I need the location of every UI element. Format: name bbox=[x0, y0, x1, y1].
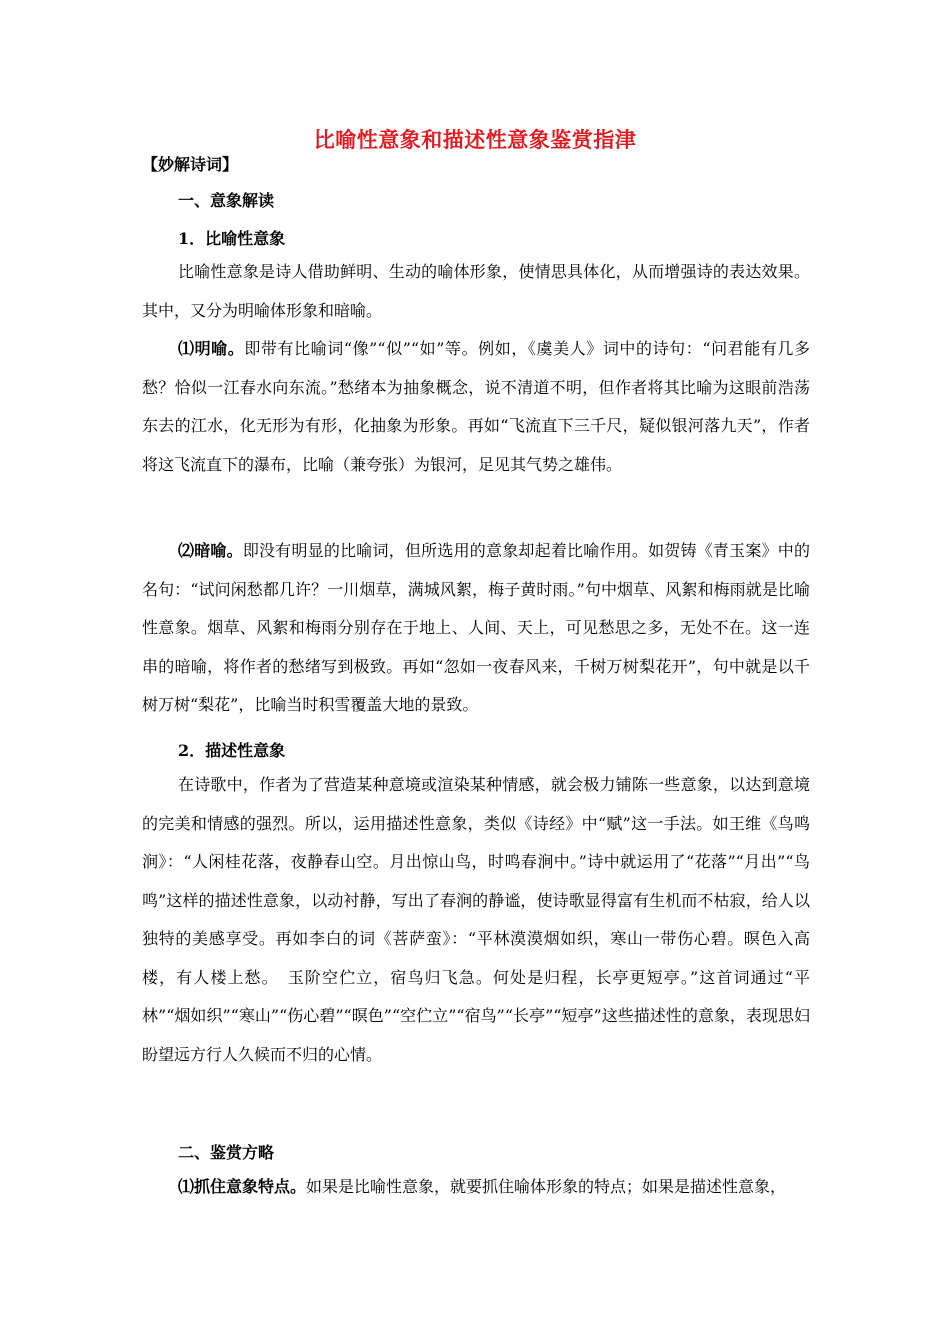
paragraph-implicit-metaphor bbox=[142, 532, 810, 725]
subheading-metaphorical-imagery: 1．比喻性意象 bbox=[178, 229, 286, 248]
section-tag: 【妙解诗词】 bbox=[142, 155, 239, 174]
paragraph-text: 即带有比喻词“像”“似”“如”等。例如，《虞美人》词中的诗句：“问君能有几多愁？恰似一江春水向东流。”愁绪本为抽象概念，说不清道不明，但作者将其比喻为这眼前浩荡东去的江水，化无形为有形，化抽象为形象。再如“飞流直下三千尺，疑似银河落九天”，作者将这飞流直下的瀑布，比喻（兼夸张）为银河，足见其气势之雄伟。 bbox=[142, 339, 810, 474]
subheading-descriptive-imagery: 2．描述性意象 bbox=[178, 741, 286, 760]
paragraph-text: 即没有明显的比喻词，但所选用的意象却起着比喻作用。如贺铸《青玉案》中的名句：“试问闲愁都几许？一川烟草，满城风絮，梅子黄时雨。”句中烟草、风絮和梅雨就是比喻性意象。烟草、风絮和梅雨分别存在于地上、人间、天上，可见愁思之多，无处不在。这一连串的暗喻，将作者的愁绪写到极致。再如“忽如一夜春风来，千树万树梨花开”，句中就是以千树万树“梨花”，比喻当时积雪覆盖大地的景致。 bbox=[142, 541, 810, 714]
paragraph-text: 比喻性意象是诗人借助鲜明、生动的喻体形象，使情思具体化，从而增强诗的表达效果。其中，又分为明喻体形象和暗喻。 bbox=[142, 262, 810, 320]
paragraph-text: 在诗歌中，作者为了营造某种意境或渲染某种情感，就会极力铺陈一些意象，以达到意境的完美和情感的强烈。所以，运用描述性意象，类似《诗经》中“赋”这一手法。如王维《鸟鸣涧》：“人闲桂花落，夜静春山空。月出惊山鸟，时鸣春涧中。”诗中就运用了“花落”“月出”“鸟鸣”这样的描述性意象，以动衬静，写出了春涧的静谧，使诗歌显得富有生机而不枯寂，给人以独特的美感享受。再如李白的词《菩萨蛮》：“平林漠漠烟如织，寒山一带伤心碧。暝色入高楼，有人楼上愁。 玉阶空伫立，宿鸟归飞急。何处是归程，长亭更短亭。”这首词通过“平林”“烟如织”“寒山”“伤心碧”“暝色”“空伫立”“宿鸟”“长亭”“短亭”这些描述性的意象，表现思妇盼望远方行人久候而不归的心情。 bbox=[142, 775, 810, 1064]
heading-appreciation-strategy: 二、鉴赏方略 bbox=[178, 1143, 275, 1162]
paragraph-text: 如果是比喻性意象，就要抓住喻体形象的特点；如果是描述性意象， bbox=[306, 1177, 787, 1196]
paragraph-grasp-features bbox=[142, 1168, 810, 1207]
page-title: 比喻性意象和描述性意象鉴赏指津 bbox=[313, 127, 637, 152]
paragraph-descriptive bbox=[142, 766, 810, 1074]
heading-imagery-interpretation: 一、意象解读 bbox=[178, 191, 275, 210]
paragraph-lead: ⑴抓住意象特点。 bbox=[178, 1177, 307, 1196]
paragraph-simile bbox=[142, 330, 810, 484]
paragraph-metaphorical-definition bbox=[142, 253, 810, 330]
paragraph-lead: ⑴明喻。 bbox=[178, 339, 245, 358]
paragraph-lead: ⑵暗喻。 bbox=[178, 541, 243, 560]
